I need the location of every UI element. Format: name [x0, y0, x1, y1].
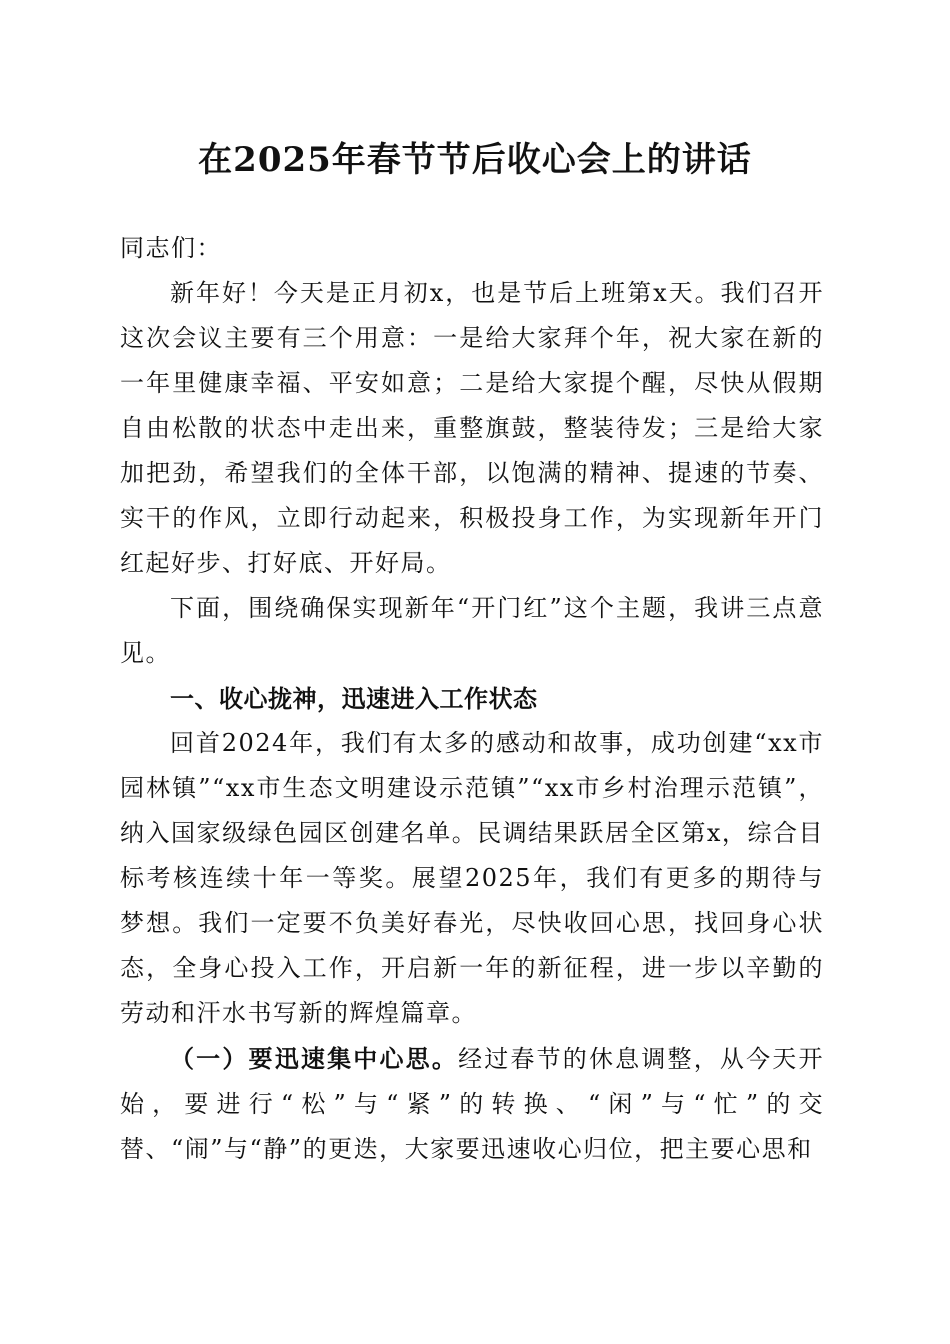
paragraph-intro: 下面，围绕确保实现新年“开门红”这个主题，我讲三点意见。 [120, 594, 824, 667]
section-heading-one: 一、收心拢神，迅速进入工作状态 [170, 684, 538, 713]
paragraph-opening: 新年好！今天是正月初x，也是节后上班第x天。我们召开这次会议主要有三个用意：一是给大家拜个年，祝大家在新的一年里健康幸福、平安如意；二是给大家提个醒，尽快从假期自由松散的状态中走出来，重整旗鼓，整装待发；三是给大家加把劲，希望我们的全体干部，以饱满的精神、提速的节奏、实干的作风，立即行动起来，积极投身工作，为实现新年开门红起好步、打好底、开好局。 [120, 279, 824, 577]
subsection-text: 经过春节的休息调整，从今天开始，要进行“松”与“紧”的转换、“闲”与“忙”的交替、“闹”与“静”的更迭，大家要迅速收心归位，把主要心思和 [120, 1045, 824, 1163]
salutation: 同志们： [120, 234, 222, 262]
document-title: 在2025年春节节后收心会上的讲话 [198, 140, 752, 180]
paragraph-review: 回首2024年，我们有太多的感动和故事，成功创建“xx市园林镇”“xx市生态文明建设示范镇”“xx市乡村治理示范镇”，纳入国家级绿色园区创建名单。民调结果跃居全区第x，综合目标考核连续十年一等奖。展望2025年，我们有更多的期待与梦想。我们一定要不负美好春光，尽快收回心思，找回身心状态，全身心投入工作，开启新一年的新征程，进一步以辛勤的劳动和汗水书写新的辉煌篇章。 [120, 729, 824, 1027]
document-body [120, 226, 824, 1172]
paragraph-subsection-one [120, 1036, 824, 1172]
subsection-lead: （一）要迅速集中心思。 [170, 1044, 459, 1073]
